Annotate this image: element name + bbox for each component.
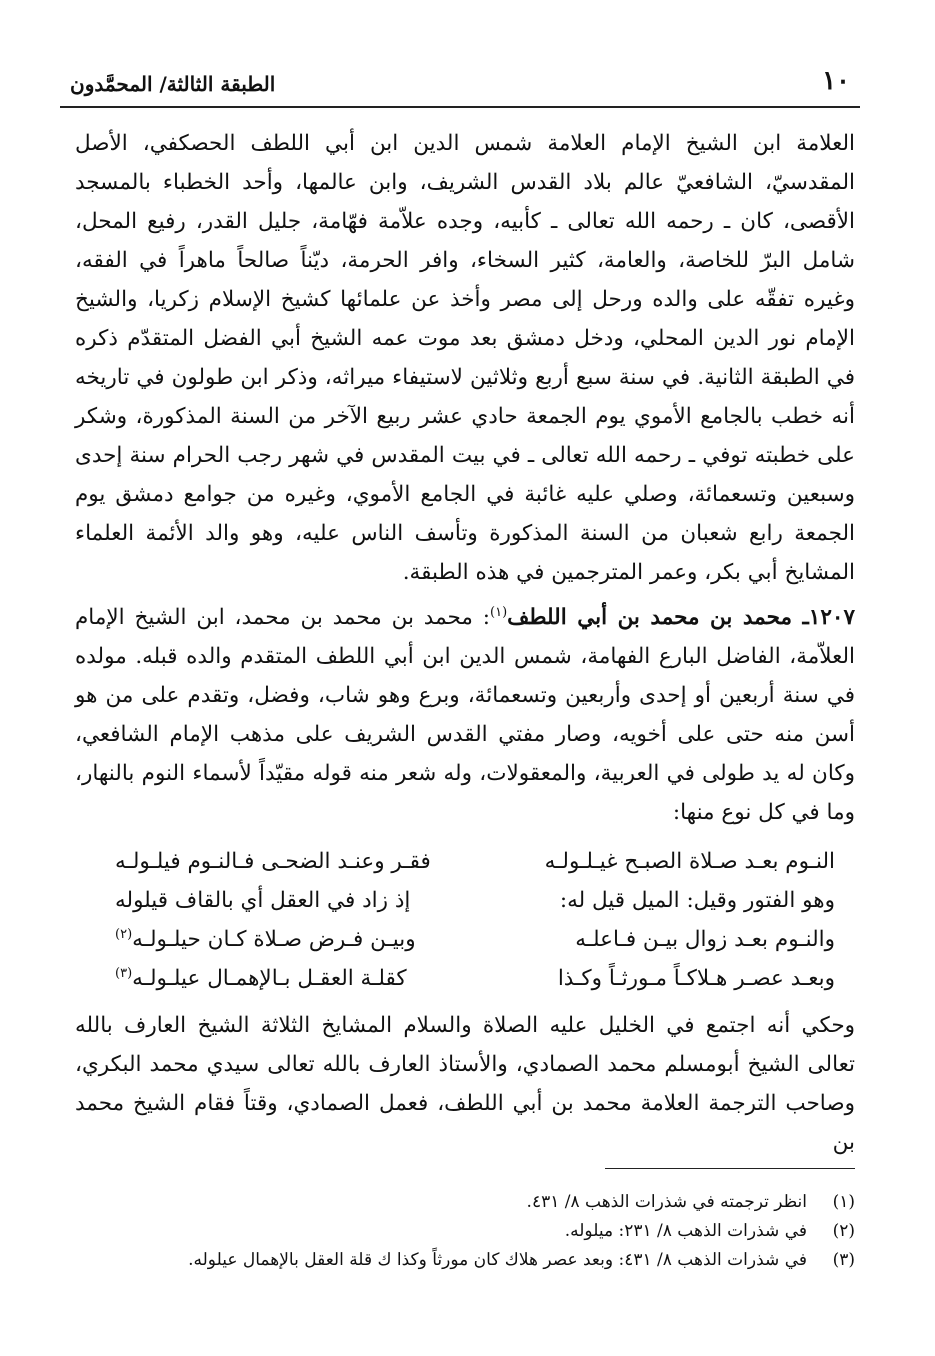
- entry-number: ١٢٠٧: [808, 605, 855, 630]
- entry-heading: ١٢٠٧ـ محمد بن محمد بن أبي اللطف: [507, 605, 855, 630]
- verse-second-hemistich: إذ زاد في العقل أي بالقاف قيلوله: [115, 888, 411, 913]
- page-header: [60, 64, 860, 108]
- verse-first-hemistich: وبعـد عصـر هـلاكـاً مـورثـاً وكـذا: [557, 966, 835, 991]
- footnote-text: في شذرات الذهب ٨/ ٢٣١: ميلوله.: [564, 1221, 807, 1241]
- footnote-item: [75, 1217, 855, 1246]
- footnote-text: في شذرات الذهب ٨/ ٤٣١: وبعد عصر هلاك كان مورثاً وكذا ك قلة العقل بالإهمال عيلوله.: [188, 1250, 807, 1270]
- verse-second-hemistich: كقلـة العقـل بـالإهمـال عيلـولـه$^{(٣)}$: [115, 965, 407, 991]
- verse-second-hemistich: فقـر وعنـد الضحـى فـالنـوم فيلـولـه: [115, 849, 431, 874]
- footnote-ref-2: (٢): [115, 926, 133, 942]
- running-head: الطبقة الثالثة/ المحمَّدون: [70, 72, 276, 96]
- paragraph-anecdote: وحكي أنه اجتمع في الخليل عليه الصلاة والسلام المشايخ الثلاثة الشيخ العارف بالله تعالى الشيخ أبومسلم محمد الصمادي، والأستاذ العارف بالله تعالى سيدي محمد البكري، وصاحب الترجمة العلامة محمد بن أبي اللطف، فعمل الصمادي، وقتاً فقام الشيخ محمد بن: [75, 1013, 855, 1155]
- verse-first-hemistich: والنـوم بعـد زوال بيـن فـاعلـه: [575, 927, 835, 952]
- footnote-number: (٣): [832, 1250, 855, 1270]
- footnote-text: انظر ترجمته في شذرات الذهب ٨/ ٤٣١.: [526, 1192, 807, 1212]
- poem-verse: [75, 920, 855, 959]
- paragraph-previous-entry: العلامة ابن الشيخ الإمام العلامة شمس الدين ابن أبي اللطف الحصكفي، الأصل المقدسيّ، الشافعيّ عالم بلاد القدس الشريف، وابن عالمها، وأحد الخطباء بالمسجد الأقصى، كان ـ رحمه الله تعالى ـ كأبيه، وجده علاّمة فهّامة، جليل القدر، رفيع المحل، شامل البرّ للخاصة، والعامة، كثير السخاء، وافر الحرمة، ديّناً صالحاً ماهراً في الفقه، وغيره تفقّه على والده ورحل إلى مصر وأخذ عن علمائها كشيخ الإسلام زكريا، والشيخ الإمام نور الدين المحلي، ودخل دمشق بعد موت عمه الشيخ أبي الفضل المتقدّم ذكره في الطبقة الثانية. في سنة سبع أربع وثلاثين لاستيفاء ميراثه، وذكر ابن طولون في تاريخه أنه خطب بالجامع الأموي يوم الجمعة حادي عشر ربيع الآخر من السنة المذكورة، وشكر على خطبته توفي ـ رحمه الله تعالى ـ في بيت المقدس في شهر رجب الحرام سنة إحدى وسبعين وتسعمائة، وصلي عليه غائبة في الجامع الأموي، وغيره من جوامع دمشق يوم الجمعة رابع شعبان من السنة المذكورة وتأسف الناس عليه، وهو والد الأئمة العلماء المشايخ أبي بكر، وعمر المترجمين في هذه الطبقة.: [75, 131, 855, 585]
- poem-verse: [75, 842, 855, 881]
- page-number: ١٠: [822, 66, 850, 96]
- footnote-item: [75, 1246, 855, 1275]
- entry-1207: [75, 598, 855, 832]
- footnotes: [75, 1188, 855, 1275]
- verse-first-hemistich: وهو الفتور وقيل: الميل قيل له:: [559, 888, 835, 913]
- footnote-ref-1: (١): [490, 604, 508, 620]
- footnote-item: [75, 1188, 855, 1217]
- body-text: [75, 124, 855, 1162]
- footnote-number: (٢): [832, 1221, 855, 1241]
- entry-name: محمد بن محمد بن أبي اللطف: [507, 605, 792, 630]
- footnote-number: (١): [832, 1192, 855, 1212]
- poem-verse: [75, 959, 855, 998]
- verse-second-hemistich: وبيـن فـرض صـلاة كـان حيلـولـه$^{(٢)}$: [115, 926, 416, 952]
- entry-text: : محمد بن محمد بن محمد، ابن الشيخ الإمام العلاّمة، الفاضل البارع الفهامة، شمس الدين ابن أبي اللطف المتقدم والده قبله. مولده في سنة أربعين أو إحدى وأربعين وتسعمائة، وبرع وهو شاب، وفضل، وتقدم على من هو أسن منه حتى على أخويه، وصار مفتي القدس الشريف على مذهب الإمام الشافعي، وكان له يد طولى في العربية، والمعقولات، وله شعر منه قوله مقيّداً لأسماء النوم بالنهار، وما في كل نوع منها:: [75, 605, 855, 825]
- footnote-ref-3: (٣): [115, 965, 133, 981]
- poem-verse: [75, 881, 855, 920]
- footnote-divider: [605, 1168, 855, 1169]
- poem: [75, 842, 855, 998]
- verse-first-hemistich: النـوم بعـد صـلاة الصبـح غيـلـولـه: [544, 849, 835, 874]
